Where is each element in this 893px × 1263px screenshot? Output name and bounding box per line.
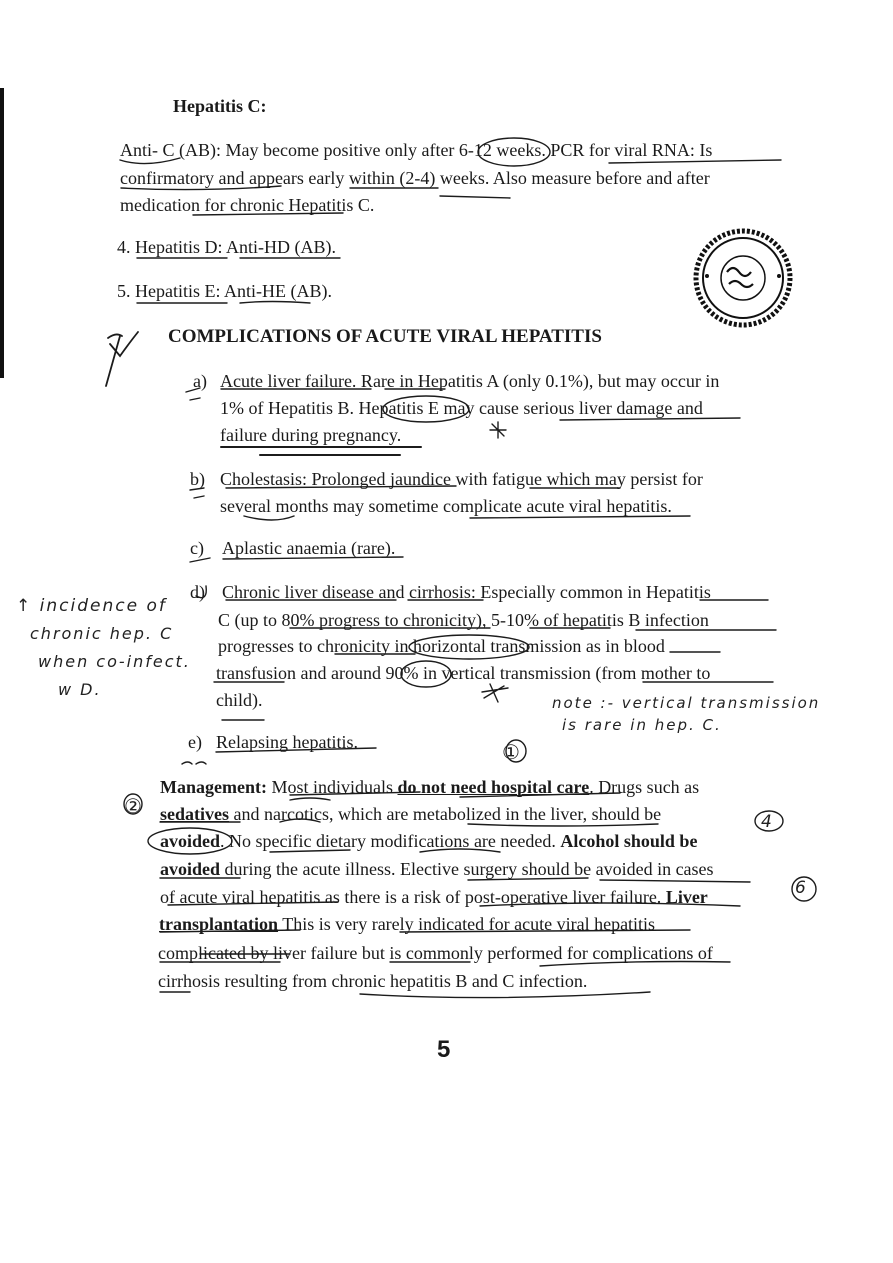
hepatitis-c-line-1: Anti- C (AB): May become positive only after 6-12 weeks. PCR for viral RNA: Is [120,140,713,160]
item-a-line-2: 1% of Hepatitis B. Hepatitis E may cause serious liver damage and [220,398,703,418]
item-e-line-1: Relapsing hepatitis. [216,732,358,752]
complications-heading: COMPLICATIONS OF ACUTE VIRAL HEPATITIS [168,326,602,347]
handwritten-number-2: ② [124,794,142,818]
hepatitis-c-line-2: confirmatory and appears early within (2-4) weeks. Also measure before and after [120,168,710,188]
management-line-8: cirrhosis resulting from chronic hepatitis B and C infection. [158,971,588,991]
item-d-marker: d) [190,582,205,602]
management-emphasis-liver: Liver [665,887,708,907]
item-d-line-3: progresses to chronicity in horizontal transmission as in blood [218,636,665,656]
handwritten-note-coinfect: when co-infect. [38,652,191,671]
item-d-line-5: child). [216,690,263,710]
management-text-1a: Most individuals [266,777,398,797]
item-c-line-1: Aplastic anaemia (rare). [222,538,396,558]
handwritten-note-with-d: w D. [58,680,102,699]
management-emphasis-hospital: do not need hospital care [397,777,590,797]
handwritten-note-rare: is rare in hep. C. [562,716,722,734]
management-line-1 [160,776,699,798]
management-label: Management: [160,777,267,797]
management-text-3b: . No specific dietary modifications are needed. [220,831,561,851]
management-text-6b: This is very rarely indicated for acute viral hepatitis [278,914,656,934]
item-d-line-1: Chronic liver disease and cirrhosis: Especially common in Hepatitis [222,582,711,602]
management-line-5 [160,886,708,908]
management-emphasis-alcohol: Alcohol should be [560,831,698,851]
handwritten-note-vertical: note :- vertical transmission [552,694,821,712]
item-b-line-2: several months may sometime complicate acute viral hepatitis. [220,496,672,516]
management-text-2b: and narcotics, which are metabolized in the liver, should be [229,804,662,824]
management-line-7: complicated by liver failure but is commonly performed for complications of [158,943,713,963]
handwritten-note-incidence: ↑ incidence of [16,596,167,616]
item-d-line-4: transfusion and around 90% in vertical transmission (from mother to [216,663,711,683]
scan-edge-shadow [0,88,4,378]
management-text-1c: . Drugs such as [589,777,700,797]
handwritten-number-4: 4 [761,812,772,832]
management-emphasis-avoided: avoided [160,831,221,851]
management-line-3 [160,830,697,852]
handwritten-note-chronic-hep: chronic hep. C [30,624,174,643]
hepatitis-e-line: 5. Hepatitis E: Anti-HE (AB). [117,281,332,301]
handwritten-number-1: ① [502,740,520,764]
item-d-line-2: C (up to 80% progress to chronicity), 5-10% of hepatitis B infection [218,610,709,630]
item-a-line-1: Acute liver failure. Rare in Hepatitis A (only 0.1%), but may occur in [220,371,720,391]
handwritten-number-6: 6 [795,878,806,898]
item-e-marker: e) [188,732,202,752]
hepatitis-d-line: 4. Hepatitis D: Anti-HD (AB). [117,237,336,257]
item-a-line-3: failure during pregnancy. [220,425,402,445]
item-b-line-1: Cholestasis: Prolonged jaundice with fatigue which may persist for [220,469,703,489]
item-a-marker: a) [193,371,207,391]
management-emphasis-avoided-2: avoided [160,859,221,879]
management-line-2 [160,803,661,825]
management-text-5a: of acute viral hepatitis as there is a risk of post-operative liver failure. [160,887,666,907]
page-number: 5 [437,1036,451,1063]
management-line-4 [160,858,714,880]
management-text-4b: during the acute illness. Elective surgery should be avoided in cases [220,859,714,879]
item-c-marker: c) [190,538,204,558]
item-b-marker: b) [190,469,205,489]
management-line-6 [159,913,655,935]
hepatitis-c-title: Hepatitis C: [173,96,267,116]
seal-stamp [693,228,793,328]
management-emphasis-transplantation: transplantation [159,914,279,934]
management-emphasis-sedatives: sedatives [160,804,229,824]
hepatitis-c-line-3: medication for chronic Hepatitis C. [120,195,375,215]
